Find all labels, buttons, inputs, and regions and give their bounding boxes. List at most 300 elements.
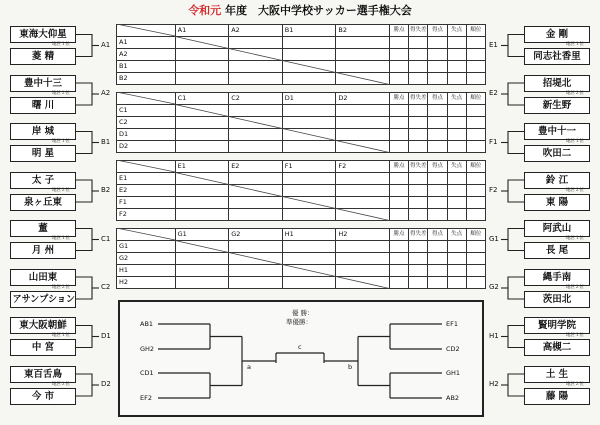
group-label-h1: H1 [489, 331, 499, 340]
team-name: 長 尾 [545, 245, 569, 256]
team-seed-note: 地区１位 [52, 333, 70, 338]
result-cell [282, 129, 336, 141]
team-name: 同志社香里 [533, 51, 581, 62]
result-cell [466, 129, 485, 141]
result-cell [336, 73, 390, 85]
team-name: 東大阪朝鮮 [19, 320, 67, 331]
table-row [117, 105, 486, 117]
result-cell [336, 197, 390, 209]
row-header: H2 [117, 277, 176, 289]
column-header: F2 [336, 161, 390, 173]
result-cell [175, 129, 229, 141]
stat-header: 勝点 [389, 229, 408, 241]
row-header: G2 [117, 253, 176, 265]
group-label-b2: B2 [101, 186, 111, 194]
table-row [117, 185, 486, 197]
team-name: 金 剛 [545, 29, 569, 40]
result-cell [428, 209, 447, 221]
result-cell [447, 197, 466, 209]
result-cell [336, 253, 390, 265]
result-cell [282, 209, 336, 221]
group-label-b1: B1 [101, 137, 111, 146]
column-header: G1 [175, 229, 229, 241]
result-cell [282, 197, 336, 209]
result-cell [409, 241, 428, 253]
result-cell [447, 117, 466, 129]
group-label-c2: C2 [101, 283, 111, 291]
result-cell [466, 209, 485, 221]
result-cell [229, 37, 283, 49]
team-name: 阿武山 [542, 223, 572, 234]
league-table [116, 228, 486, 289]
table-corner [117, 229, 176, 241]
group-label-e2: E2 [489, 89, 498, 97]
team-seed-note: 地区２位 [52, 284, 70, 290]
stat-header: 勝点 [389, 25, 408, 37]
result-cell [282, 173, 336, 185]
stat-header: 勝点 [389, 161, 408, 173]
team-name: 豊中十三 [23, 77, 62, 89]
column-header: A2 [229, 25, 283, 37]
team-box-e2-bottom [524, 97, 590, 114]
title-era: 令和元 [188, 4, 222, 17]
result-cell [447, 185, 466, 197]
stat-header: 順位 [466, 161, 485, 173]
seed-ef2: EF2 [140, 394, 152, 402]
result-cell [389, 117, 408, 129]
column-header: E2 [229, 161, 283, 173]
league-table [116, 160, 486, 221]
result-cell [466, 105, 485, 117]
stat-header: 失点 [447, 25, 466, 37]
title-text: 年度 大阪中学校サッカー選手権大会 [221, 4, 412, 17]
result-cell [282, 241, 336, 253]
result-cell [175, 277, 229, 289]
result-cell [466, 37, 485, 49]
result-cell [229, 141, 283, 153]
team-name: 岸 城 [31, 126, 55, 137]
table-row [117, 61, 486, 73]
result-cell [175, 265, 229, 277]
runnerup-label: 準優勝： [286, 318, 312, 326]
league-table-4 [116, 228, 486, 289]
result-cell [389, 185, 408, 197]
column-header: C2 [229, 93, 283, 105]
result-cell [428, 37, 447, 49]
result-cell [282, 105, 336, 117]
result-cell [428, 197, 447, 209]
row-header: E2 [117, 185, 176, 197]
team-name: 賢明学院 [537, 320, 576, 331]
result-cell [428, 265, 447, 277]
row-header: E1 [117, 173, 176, 185]
table-row [117, 117, 486, 129]
result-cell [389, 49, 408, 61]
stat-header: 得点 [428, 161, 447, 173]
row-header: G1 [117, 241, 176, 253]
team-name: 月 州 [31, 245, 55, 256]
result-cell [409, 173, 428, 185]
column-header: G2 [229, 229, 283, 241]
result-cell [447, 173, 466, 185]
winner-label: 優 勝： [292, 309, 314, 317]
result-cell [175, 141, 229, 153]
result-cell [282, 253, 336, 265]
result-cell [282, 141, 336, 153]
league-table [116, 24, 486, 85]
result-cell [409, 141, 428, 153]
result-cell [447, 129, 466, 141]
team-seed-note: 地区２位 [52, 381, 70, 387]
result-cell [447, 209, 466, 221]
column-header: H2 [336, 229, 390, 241]
result-cell [336, 185, 390, 197]
table-row [117, 197, 486, 209]
result-cell [336, 141, 390, 153]
row-header: F2 [117, 209, 176, 221]
result-cell [428, 129, 447, 141]
result-cell [336, 105, 390, 117]
league-table-3 [116, 160, 486, 221]
group-label-e1: E1 [489, 40, 498, 49]
result-cell [389, 105, 408, 117]
match-c-label: c [298, 343, 302, 351]
result-cell [466, 241, 485, 253]
result-cell [447, 73, 466, 85]
result-cell [466, 253, 485, 265]
result-cell [428, 61, 447, 73]
result-cell [428, 173, 447, 185]
result-cell [466, 265, 485, 277]
result-cell [466, 185, 485, 197]
table-row [117, 73, 486, 85]
result-cell [336, 265, 390, 277]
result-cell [282, 185, 336, 197]
result-cell [336, 277, 390, 289]
group-label-f2: F2 [489, 186, 498, 194]
team-name: 縄手南 [542, 271, 572, 283]
team-box-a1-bottom [10, 48, 76, 65]
result-cell [428, 117, 447, 129]
match-b-label: b [348, 363, 353, 371]
group-label-d2: D2 [101, 380, 111, 388]
column-header: B2 [336, 25, 390, 37]
result-cell [466, 49, 485, 61]
result-cell [336, 209, 390, 221]
team-box-g2-bottom [524, 291, 590, 308]
seed-ab1: AB1 [140, 320, 154, 328]
result-cell [229, 241, 283, 253]
column-header: C1 [175, 93, 229, 105]
stat-header: 失点 [447, 161, 466, 173]
result-cell [282, 277, 336, 289]
result-cell [428, 141, 447, 153]
league-table-1 [116, 24, 486, 85]
team-seed-note: 地区２位 [566, 284, 584, 290]
result-cell [389, 129, 408, 141]
result-cell [229, 61, 283, 73]
column-header: E1 [175, 161, 229, 173]
result-cell [175, 49, 229, 61]
result-cell [466, 277, 485, 289]
team-box-g1-bottom [524, 242, 590, 259]
result-cell [389, 253, 408, 265]
result-cell [229, 265, 283, 277]
team-name: 藤 陽 [545, 390, 569, 402]
team-name: 東海大仰星 [19, 29, 67, 40]
group-label-a1: A1 [101, 40, 111, 49]
result-cell [409, 37, 428, 49]
result-cell [447, 265, 466, 277]
table-corner [117, 93, 176, 105]
stat-header: 勝点 [389, 93, 408, 105]
result-cell [409, 117, 428, 129]
result-cell [336, 117, 390, 129]
result-cell [229, 49, 283, 61]
result-cell [466, 61, 485, 73]
team-box-h2-bottom [524, 388, 590, 405]
result-cell [229, 277, 283, 289]
team-name: アサンプション [12, 293, 75, 305]
result-cell [229, 185, 283, 197]
team-box-f1-bottom [524, 145, 590, 162]
result-cell [447, 49, 466, 61]
group-label-h2: H2 [489, 380, 499, 388]
stat-header: 失点 [447, 229, 466, 241]
result-cell [428, 185, 447, 197]
stat-header: 得点 [428, 25, 447, 37]
team-box-e1-bottom [524, 48, 590, 65]
result-cell [447, 253, 466, 265]
result-cell [229, 129, 283, 141]
result-cell [389, 73, 408, 85]
team-name: 招堤北 [542, 77, 572, 89]
stat-header: 順位 [466, 25, 485, 37]
team-box-d1-bottom [10, 339, 76, 356]
seed-ef1: EF1 [446, 320, 458, 328]
column-header: A1 [175, 25, 229, 37]
result-cell [389, 197, 408, 209]
result-cell [175, 241, 229, 253]
row-header: H1 [117, 265, 176, 277]
row-header: B1 [117, 61, 176, 73]
result-cell [175, 73, 229, 85]
team-box-b1-bottom [10, 145, 76, 162]
tournament-box [118, 300, 484, 417]
result-cell [447, 241, 466, 253]
result-cell [428, 49, 447, 61]
team-seed-note: 地区１位 [566, 42, 584, 47]
row-header: D1 [117, 129, 176, 141]
result-cell [175, 117, 229, 129]
result-cell [428, 277, 447, 289]
team-name: 新生野 [542, 99, 572, 111]
row-header: B2 [117, 73, 176, 85]
result-cell [336, 49, 390, 61]
group-label-d1: D1 [101, 331, 111, 340]
seed-gh1: GH1 [446, 369, 461, 377]
result-cell [428, 73, 447, 85]
table-row [117, 37, 486, 49]
team-box-a2-bottom [10, 97, 76, 114]
team-name: 董 [38, 223, 48, 234]
team-box-b2-bottom [10, 194, 76, 211]
result-cell [175, 105, 229, 117]
team-name: 茨田北 [542, 293, 572, 305]
team-name: 吹田二 [542, 148, 572, 159]
result-cell [447, 37, 466, 49]
group-label-a2: A2 [101, 89, 111, 97]
team-name: 曙 川 [31, 99, 55, 111]
result-cell [409, 185, 428, 197]
seed-gh2: GH2 [140, 345, 155, 353]
row-header: C2 [117, 117, 176, 129]
team-name: 太 子 [31, 174, 55, 186]
result-cell [282, 117, 336, 129]
table-corner [117, 25, 176, 37]
stat-header: 得失差 [409, 25, 428, 37]
result-cell [389, 173, 408, 185]
result-cell [466, 73, 485, 85]
result-cell [447, 61, 466, 73]
team-seed-note: 地区１位 [566, 139, 584, 144]
result-cell [409, 129, 428, 141]
result-cell [409, 265, 428, 277]
result-cell [409, 253, 428, 265]
row-header: F1 [117, 197, 176, 209]
result-cell [229, 253, 283, 265]
table-row [117, 265, 486, 277]
column-header: B1 [282, 25, 336, 37]
result-cell [175, 197, 229, 209]
result-cell [428, 253, 447, 265]
result-cell [428, 105, 447, 117]
result-cell [175, 253, 229, 265]
team-seed-note: 地区１位 [566, 236, 584, 241]
result-cell [229, 173, 283, 185]
table-row [117, 241, 486, 253]
result-cell [175, 209, 229, 221]
result-cell [282, 61, 336, 73]
stat-header: 得点 [428, 93, 447, 105]
result-cell [389, 61, 408, 73]
result-cell [282, 37, 336, 49]
team-seed-note: 地区２位 [52, 187, 70, 193]
result-cell [282, 73, 336, 85]
result-cell [389, 277, 408, 289]
result-cell [409, 277, 428, 289]
group-label-g1: G1 [489, 234, 499, 243]
team-name: 中 宮 [31, 342, 55, 353]
team-name: 鈴 江 [545, 174, 569, 186]
result-cell [229, 209, 283, 221]
result-cell [409, 61, 428, 73]
result-cell [409, 49, 428, 61]
group-label-c1: C1 [101, 234, 111, 243]
result-cell [175, 61, 229, 73]
stat-header: 得点 [428, 229, 447, 241]
result-cell [336, 173, 390, 185]
league-table-2 [116, 92, 486, 153]
table-row [117, 141, 486, 153]
row-header: A2 [117, 49, 176, 61]
result-cell [409, 73, 428, 85]
result-cell [447, 277, 466, 289]
team-seed-note: 地区１位 [52, 139, 70, 144]
team-name: 豊中十一 [537, 126, 576, 137]
team-box-h1-bottom [524, 339, 590, 356]
league-table [116, 92, 486, 153]
team-name: 高槻二 [542, 342, 572, 353]
team-name: 土 生 [545, 368, 569, 380]
row-header: D2 [117, 141, 176, 153]
result-cell [428, 241, 447, 253]
team-seed-note: 地区２位 [566, 90, 584, 96]
result-cell [175, 37, 229, 49]
result-cell [409, 105, 428, 117]
result-cell [466, 141, 485, 153]
result-cell [229, 105, 283, 117]
result-cell [282, 49, 336, 61]
table-row [117, 209, 486, 221]
row-header: A1 [117, 37, 176, 49]
team-seed-note: 地区２位 [566, 381, 584, 387]
team-name: 泉ヶ丘東 [23, 196, 62, 208]
result-cell [336, 129, 390, 141]
stat-header: 順位 [466, 93, 485, 105]
seed-cd2: CD2 [446, 345, 460, 353]
team-name: 山田東 [28, 271, 58, 283]
table-row [117, 129, 486, 141]
team-seed-note: 地区１位 [566, 333, 584, 338]
column-header: F1 [282, 161, 336, 173]
result-cell [336, 61, 390, 73]
team-box-c2-bottom [10, 291, 76, 308]
result-cell [175, 173, 229, 185]
table-row [117, 173, 486, 185]
bracket-lines [120, 302, 482, 415]
group-label-f1: F1 [489, 137, 498, 146]
table-row [117, 49, 486, 61]
column-header: H1 [282, 229, 336, 241]
column-header: D1 [282, 93, 336, 105]
result-cell [389, 241, 408, 253]
result-cell [229, 197, 283, 209]
result-cell [229, 117, 283, 129]
result-cell [229, 73, 283, 85]
result-cell [466, 197, 485, 209]
column-header: D2 [336, 93, 390, 105]
team-name: 東 陽 [545, 196, 569, 208]
result-cell [409, 197, 428, 209]
result-cell [466, 117, 485, 129]
stat-header: 得失差 [409, 93, 428, 105]
result-cell [389, 141, 408, 153]
team-name: 今 市 [31, 390, 55, 402]
result-cell [409, 209, 428, 221]
team-name: 菱 精 [31, 51, 55, 62]
table-row [117, 253, 486, 265]
result-cell [175, 185, 229, 197]
team-box-f2-bottom [524, 194, 590, 211]
stat-header: 失点 [447, 93, 466, 105]
team-seed-note: 地区２位 [52, 90, 70, 96]
match-a-label: a [247, 363, 251, 371]
team-seed-note: 地区１位 [52, 236, 70, 241]
stat-header: 得失差 [409, 229, 428, 241]
stat-header: 得失差 [409, 161, 428, 173]
team-box-d2-bottom [10, 388, 76, 405]
